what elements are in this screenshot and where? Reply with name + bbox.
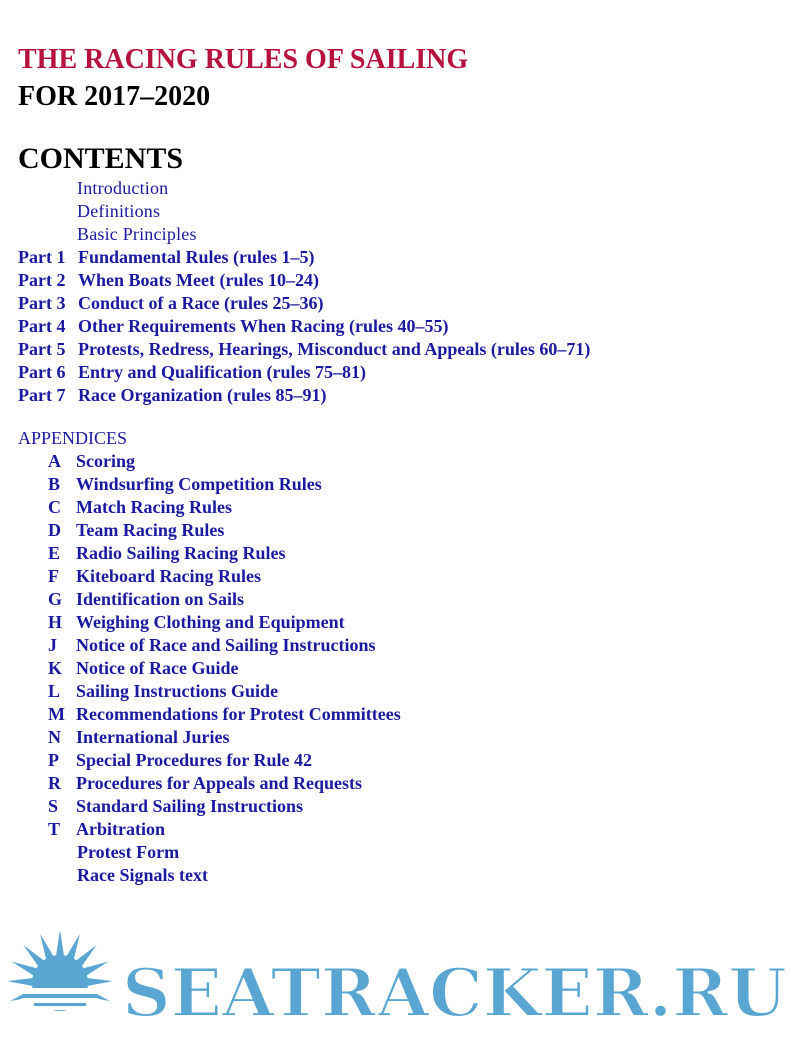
appendix-letter: E — [48, 543, 61, 563]
appendix-title: Kiteboard Racing Rules — [76, 566, 262, 586]
toc-link-protest-form[interactable]: Protest Form — [77, 842, 180, 862]
toc-link-appendix-d[interactable] — [48, 519, 224, 541]
toc-link-appendix-g[interactable] — [48, 588, 244, 610]
appendix-letter: P — [48, 750, 59, 770]
part-title: Fundamental Rules (rules 1–5) — [78, 247, 315, 267]
appendix-title: Weighing Clothing and Equipment — [76, 612, 345, 632]
appendix-title: Notice of Race and Sailing Instructions — [76, 635, 376, 655]
document-title: THE RACING RULES OF SAILING — [18, 44, 469, 75]
appendix-letter: N — [48, 727, 61, 747]
part-number: Part 2 — [18, 270, 66, 290]
appendix-title: Windsurfing Competition Rules — [76, 474, 322, 494]
watermark — [0, 928, 799, 1033]
appendix-letter: C — [48, 497, 61, 517]
appendix-title: Notice of Race Guide — [76, 658, 239, 678]
toc-link-introduction[interactable]: Introduction — [77, 178, 169, 198]
part-title: Other Requirements When Racing (rules 40–55) — [78, 316, 449, 336]
appendix-letter: R — [48, 773, 61, 793]
part-number: Part 5 — [18, 339, 66, 359]
toc-link-part-7[interactable] — [18, 384, 326, 406]
appendix-title: Arbitration — [76, 819, 165, 839]
toc-link-appendix-n[interactable] — [48, 726, 230, 748]
appendix-letter: J — [48, 635, 57, 655]
appendix-letter: G — [48, 589, 63, 609]
toc-link-part-6[interactable] — [18, 361, 366, 383]
appendices-heading: APPENDICES — [18, 428, 128, 448]
toc-link-appendix-h[interactable] — [48, 611, 345, 633]
part-title: Conduct of a Race (rules 25–36) — [78, 293, 324, 313]
toc-link-appendix-r[interactable] — [48, 772, 362, 794]
toc-link-appendix-m[interactable] — [48, 703, 401, 725]
toc-link-appendix-b[interactable] — [48, 473, 322, 495]
appendix-title: Identification on Sails — [76, 589, 245, 609]
appendix-letter: D — [48, 520, 61, 540]
toc-link-appendix-t[interactable] — [48, 818, 165, 840]
toc-link-appendix-c[interactable] — [48, 496, 232, 518]
toc-link-race-signals[interactable]: Race Signals text — [77, 865, 208, 885]
part-title: When Boats Meet (rules 10–24) — [78, 270, 319, 290]
document-subtitle: FOR 2017–2020 — [18, 81, 211, 112]
part-number: Part 3 — [18, 293, 66, 313]
toc-link-appendix-p[interactable] — [48, 749, 312, 771]
appendix-title: Team Racing Rules — [76, 520, 225, 540]
toc-link-definitions[interactable]: Definitions — [77, 201, 161, 221]
appendix-letter: M — [48, 704, 65, 724]
part-number: Part 6 — [18, 362, 66, 382]
appendix-title: Recommendations for Protest Committees — [76, 704, 401, 724]
toc-link-basic-principles[interactable]: Basic Principles — [77, 224, 197, 244]
appendix-title: Scoring — [76, 451, 136, 471]
appendix-title: Procedures for Appeals and Requests — [76, 773, 363, 793]
toc-link-part-5[interactable] — [18, 338, 590, 360]
appendix-letter: S — [48, 796, 59, 816]
toc-link-appendix-e[interactable] — [48, 542, 286, 564]
appendix-title: Standard Sailing Instructions — [76, 796, 304, 816]
toc-link-appendix-s[interactable] — [48, 795, 303, 817]
toc-link-appendix-k[interactable] — [48, 657, 238, 679]
appendix-letter: F — [48, 566, 59, 586]
appendix-letter: H — [48, 612, 63, 632]
appendix-letter: T — [48, 819, 61, 839]
appendix-letter: A — [48, 451, 61, 471]
toc-link-part-2[interactable] — [18, 269, 319, 291]
appendix-title: Match Racing Rules — [76, 497, 232, 517]
toc-link-part-3[interactable] — [18, 292, 323, 314]
sun-over-water-icon — [7, 930, 113, 1011]
contents-heading: CONTENTS — [18, 142, 184, 175]
part-number: Part 4 — [18, 316, 66, 336]
toc-link-part-4[interactable] — [18, 315, 449, 337]
part-title: Race Organization (rules 85–91) — [78, 385, 327, 405]
toc-link-appendix-f[interactable] — [48, 565, 261, 587]
appendix-letter: K — [48, 658, 63, 678]
toc-link-appendix-j[interactable] — [48, 634, 376, 656]
toc-link-part-1[interactable] — [18, 246, 315, 268]
part-number: Part 1 — [18, 247, 66, 267]
watermark-text: SEATRACKER.RU — [122, 954, 787, 1032]
appendix-title: Special Procedures for Rule 42 — [76, 750, 312, 770]
part-title: Entry and Qualification (rules 75–81) — [78, 362, 367, 382]
appendix-letter: B — [48, 474, 61, 494]
appendix-title: Radio Sailing Racing Rules — [76, 543, 286, 563]
part-number: Part 7 — [18, 385, 66, 405]
toc-link-appendix-a[interactable] — [48, 450, 135, 472]
toc-link-appendix-l[interactable] — [48, 680, 278, 702]
appendix-title: Sailing Instructions Guide — [76, 681, 279, 701]
appendix-letter: L — [48, 681, 61, 701]
part-title: Protests, Redress, Hearings, Misconduct and Appeals (rules 60–71) — [78, 339, 591, 359]
appendix-title: International Juries — [76, 727, 230, 747]
